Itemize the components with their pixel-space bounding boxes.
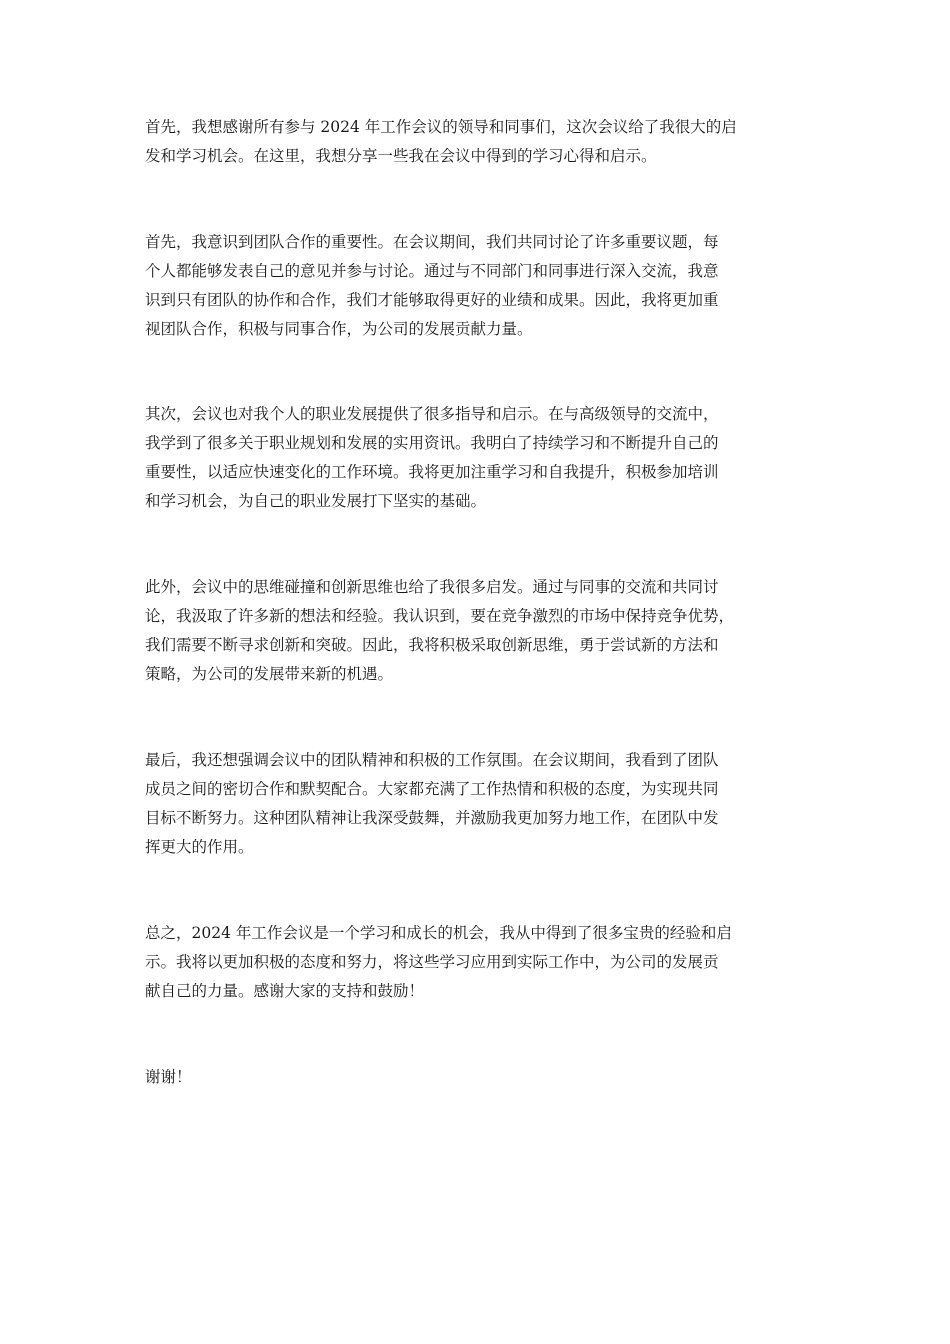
text-line: 首先，我想感谢所有参与 2024 年工作会议的领导和同事们，这次会议给了我很大的启 [145, 118, 737, 136]
text-line: 首先，我意识到团队合作的重要性。在会议期间，我们共同讨论了许多重要议题，每 [145, 233, 719, 251]
text-line: 和学习机会，为自己的职业发展打下坚实的基础。 [145, 492, 487, 510]
text-line: 目标不断努力。这种团队精神让我深受鼓舞，并激励我更加努力地工作，在团队中发 [145, 809, 719, 827]
text-line: 策略，为公司的发展带来新的机遇。 [145, 665, 394, 683]
text-line: 论，我汲取了许多新的想法和经验。我认识到，要在竞争激烈的市场中保持竞争优势， [145, 607, 735, 625]
text-line: 其次，会议也对我个人的职业发展提供了很多指导和启示。在与高级领导的交流中， [145, 405, 719, 423]
paragraph-innovation [145, 573, 734, 689]
paragraph-team-spirit [145, 746, 719, 862]
text-line: 献自己的力量。感谢大家的支持和鼓励！ [145, 982, 425, 1000]
text-line: 总之，2024 年工作会议是一个学习和成长的机会，我从中得到了很多宝贵的经验和启 [145, 924, 732, 942]
text-line: 示。我将以更加积极的态度和努力，将这些学习应用到实际工作中，为公司的发展贡 [145, 953, 719, 971]
paragraph-thanks [145, 1063, 192, 1092]
text-line: 谢谢！ [145, 1068, 192, 1086]
text-line: 识到只有团队的协作和合作，我们才能够取得更好的业绩和成果。因此，我将更加重 [145, 291, 719, 309]
paragraph-intro [145, 113, 737, 171]
text-line: 我们需要不断寻求创新和突破。因此，我将积极采取创新思维，勇于尝试新的方法和 [145, 636, 719, 654]
text-line: 最后，我还想强调会议中的团队精神和积极的工作氛围。在会议期间，我看到了团队 [145, 751, 719, 769]
paragraph-conclusion [145, 919, 732, 1006]
text-line: 视团队合作，积极与同事合作，为公司的发展贡献力量。 [145, 320, 533, 338]
text-line: 挥更大的作用。 [145, 838, 254, 856]
text-line: 个人都能够发表自己的意见并参与讨论。通过与不同部门和同事进行深入交流，我意 [145, 262, 719, 280]
paragraph-teamwork [145, 228, 719, 344]
text-line: 成员之间的密切合作和默契配合。大家都充满了工作热情和积极的态度，为实现共同 [145, 780, 719, 798]
text-line: 此外，会议中的思维碰撞和创新思维也给了我很多启发。通过与同事的交流和共同讨 [145, 578, 719, 596]
text-line: 发和学习机会。在这里，我想分享一些我在会议中得到的学习心得和启示。 [145, 147, 657, 165]
text-line: 我学到了很多关于职业规划和发展的实用资讯。我明白了持续学习和不断提升自己的 [145, 434, 719, 452]
paragraph-career [145, 400, 719, 516]
text-line: 重要性，以适应快速变化的工作环境。我将更加注重学习和自我提升，积极参加培训 [145, 463, 719, 481]
